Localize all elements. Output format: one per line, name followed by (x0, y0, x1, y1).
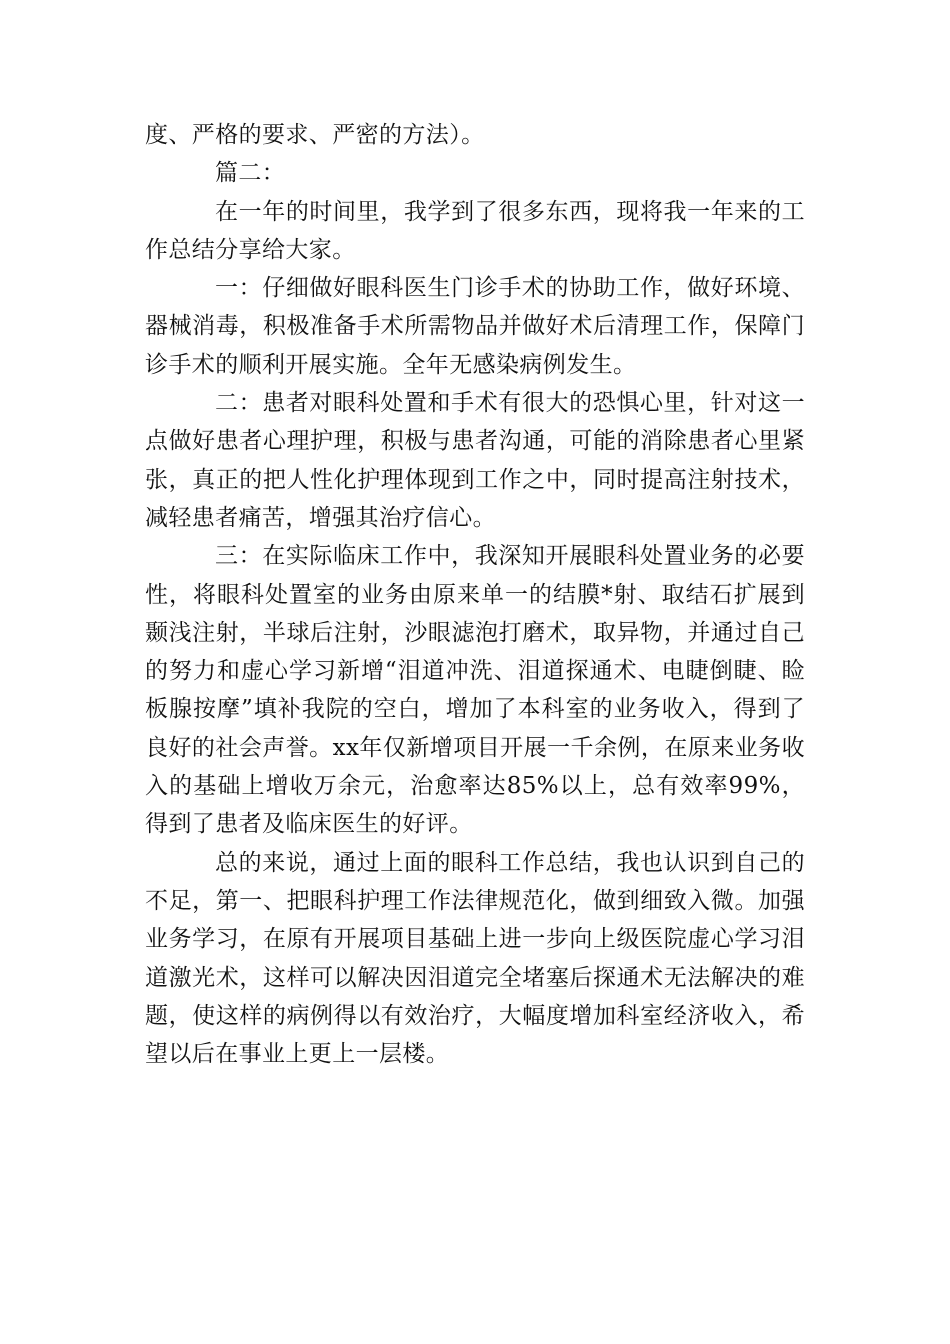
paragraph-conclusion: 总的来说，通过上面的眼科工作总结，我也认识到自己的不足，第一、把眼科护理工作法律规范化，做到细致入微。加强业务学习，在原有开展项目基础上进一步向上级医院虚心学习泪道激光术，这样可以解决因泪道完全堵塞后探通术无法解决的难题，使这样的病例得以有效治疗，大幅度增加科室经济收入，希望以后在事业上更上一层楼。 (145, 849, 805, 1068)
paragraph-intro: 在一年的时间里，我学到了很多东西，现将我一年来的工作总结分享给大家。 (145, 198, 805, 263)
paragraph-point-one: 一：仔细做好眼科医生门诊手术的协助工作，做好环境、器械消毒，积极准备手术所需物品并做好术后清理工作，保障门诊手术的顺利开展实施。全年无感染病例发生。 (145, 275, 805, 378)
paragraph-continuation: 度、严格的要求、严密的方法）。 (145, 122, 485, 148)
paragraph-point-three: 三：在实际临床工作中，我深知开展眼科处置业务的必要性，将眼科处置室的业务由原来单一的结膜*射、取结石扩展到颞浅注射，半球后注射，沙眼滤泡打磨术，取异物，并通过自己的努力和虚心学习新增“泪道冲洗、泪道探通术、电睫倒睫、睑板腺按摩”填补我院的空白，增加了本科室的业务收入，得到了良好的社会声誉。xx年仅新增项目开展一千余例，在原来业务收入的基础上增收万余元，治愈率达85%以上，总有效率99%，得到了患者及临床医生的好评。 (145, 543, 805, 838)
document-body (145, 116, 805, 1073)
section-heading: 篇二： (215, 160, 286, 187)
paragraph-point-two: 二：患者对眼科处置和手术有很大的恐惧心里，针对这一点做好患者心理护理，积极与患者沟通，可能的消除患者心里紧张，真正的把人性化护理体现到工作之中，同时提高注射技术，减轻患者痛苦，增强其治疗信心。 (145, 390, 805, 531)
